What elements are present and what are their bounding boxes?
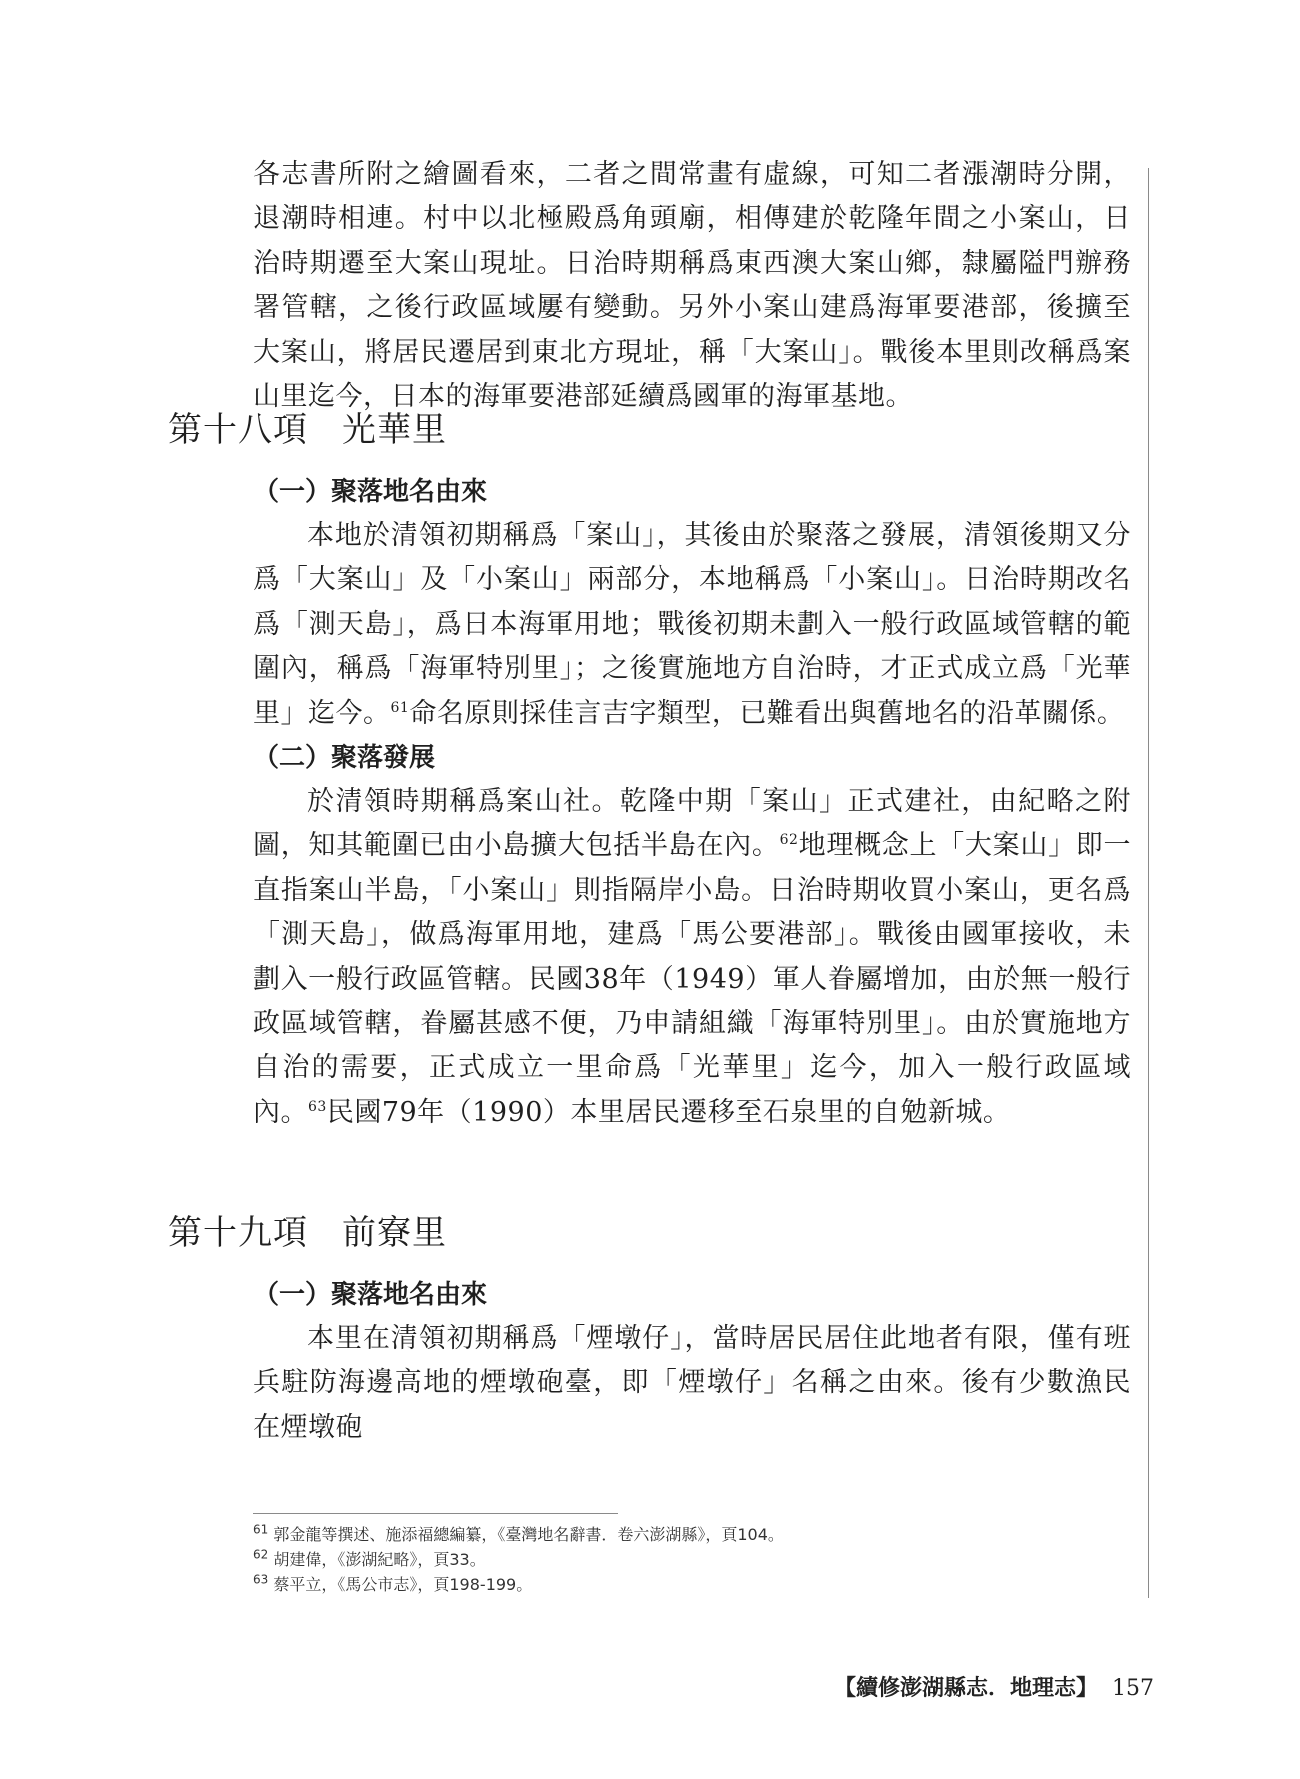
footnote (253, 1522, 1133, 1547)
paragraph-text: 本地於清領初期稱爲「案山」，其後由於聚落之發展，清領後期又分爲「大案山」及「小案山」兩部分，本地稱爲「小案山」。日治時期改名爲「測天島」，爲日本海軍用地；戰後初期未劃入一般行政區域管轄的範圍內，稱爲「海軍特別里」；之後實施地方自治時，才正式成立爲「光華里」迄今。 (253, 520, 1131, 729)
intro-paragraph-block (253, 153, 1131, 419)
subheading-settlement-development: （二）聚落發展 (253, 743, 436, 774)
footnote (253, 1572, 1133, 1597)
page-number: 157 (1112, 1676, 1154, 1701)
section-18-body (239, 470, 1131, 1135)
footnote-number: 62 (253, 1547, 269, 1562)
section-name: 前寮里 (342, 1213, 447, 1253)
running-title: 【續修澎湖縣志．地理志】 (833, 1675, 1098, 1701)
paragraph-text: 民國79年（1990）本里居民遷移至石泉里的自勉新城。 (326, 1096, 1011, 1128)
margin-vertical-rule (1148, 168, 1149, 1598)
section-heading-18 (168, 402, 447, 451)
footnote-text: 胡建偉，《澎湖紀略》，頁33。 (273, 1550, 486, 1569)
footnote-ref: 62 (779, 832, 799, 849)
footnote-number: 61 (253, 1522, 269, 1537)
body-paragraph (239, 514, 1131, 736)
section-heading-19 (168, 1205, 447, 1254)
paragraph-text: 於清領時期稱爲案山社。乾隆中期「案山」正式建社，由紀略之附圖，知其範圍已由小島擴大包括半島在內。 (253, 786, 1131, 862)
footnote-ref: 61 (390, 699, 410, 716)
footnotes (253, 1522, 1133, 1597)
footnote-number: 63 (253, 1572, 269, 1587)
paragraph-text: 地理概念上「大案山」即一直指案山半島，「小案山」則指隔岸小島。日治時期收買小案山，更名爲「測天島」，做爲海軍用地，建爲「馬公要港部」。戰後由國軍接收，未劃入一般行政區管轄。民國38年（1949）軍人眷屬增加，由於無一般行政區域管轄，眷屬甚感不便，乃申請組織「海軍特別里」。由於實施地方自治的需要，正式成立一里命爲「光華里」迄今，加入一般行政區域內。 (253, 830, 1132, 1128)
subheading-origin-of-name: （一）聚落地名由來 (253, 477, 488, 507)
footnote-separator (253, 1513, 618, 1514)
body-paragraph: 本里在清領初期稱爲「煙墩仔」，當時居民居住此地者有限，僅有班兵駐防海邊高地的煙墩砲臺，即「煙墩仔」名稱之由來。後有少數漁民在煙墩砲 (253, 1323, 1131, 1443)
footnote (253, 1547, 1133, 1572)
section-name: 光華里 (342, 410, 447, 450)
body-paragraph: 各志書所附之繪圖看來，二者之間常畫有虛線，可知二者漲潮時分開，退潮時相連。村中以北極殿爲角頭廟，相傳建於乾隆年間之小案山，日治時期遷至大案山現址。日治時期稱爲東西澳大案山鄉，隸屬隘門辦務署管轄，之後行政區域屢有變動。另外小案山建爲海軍要港部，後擴至大案山，將居民遷居到東北方現址，稱「大案山」。戰後本里則改稱爲案山里迄今，日本的海軍要港部延續爲國軍的海軍基地。 (253, 159, 1131, 413)
subheading-origin-of-name: （一）聚落地名由來 (253, 1280, 488, 1310)
section-number: 第十八項 (168, 410, 308, 450)
page-footer (834, 1671, 1154, 1702)
section-number: 第十九項 (168, 1213, 308, 1253)
footnote-text: 郭金龍等撰述、施添福總編纂，《臺灣地名辭書．卷六澎湖縣》，頁104。 (273, 1525, 784, 1544)
footnote-ref: 63 (308, 1098, 327, 1115)
body-paragraph (239, 780, 1131, 1135)
footnote-text: 蔡平立，《馬公市志》，頁198-199。 (273, 1575, 533, 1594)
paragraph-text: 命名原則採佳言吉字類型，已難看出與舊地名的沿革關係。 (409, 697, 1125, 729)
section-19-body (239, 1273, 1131, 1450)
